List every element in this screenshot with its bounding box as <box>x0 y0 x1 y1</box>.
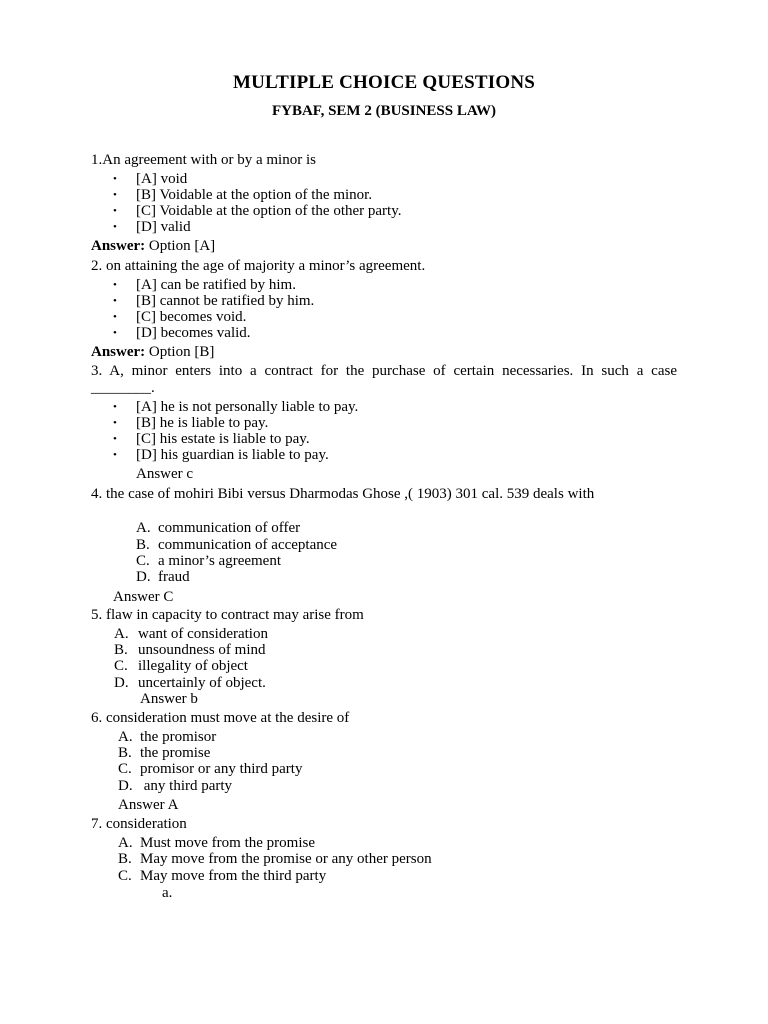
question-6-option-b <box>118 745 210 762</box>
question-5-answer: Answer b <box>140 691 198 707</box>
question-4-option-c-text: a minor’s agreement <box>158 553 282 569</box>
document-subtitle: FYBAF, SEM 2 (BUSINESS LAW) <box>271 103 497 119</box>
question-1-answer-value: Option [A] <box>145 238 216 254</box>
question-4-option-a-marker: A. <box>136 520 151 536</box>
question-7-option-b-marker: B. <box>118 851 132 867</box>
question-7-option-b <box>118 851 432 868</box>
question-5-text: 5. flaw in capacity to contract may arise from <box>91 607 364 623</box>
question-5-option-c-text: illegality of object <box>138 658 248 674</box>
question-4-option-b-marker: B. <box>136 537 150 553</box>
question-6-option-c-text: promisor or any third party <box>140 761 303 777</box>
question-1-answer-label: Answer: <box>91 238 146 254</box>
question-3-option-c: • [C] his estate is liable to pay. <box>136 431 310 448</box>
question-4-option-a <box>136 520 300 537</box>
question-7-text: 7. consideration <box>91 816 187 832</box>
question-6-option-d <box>118 778 232 795</box>
question-1-option-b: • [B] Voidable at the option of the minor. <box>136 187 372 204</box>
question-5-option-c-marker: C. <box>114 658 128 674</box>
question-4-option-a-text: communication of offer <box>158 520 301 536</box>
question-2-option-b: • [B] cannot be ratified by him. <box>136 293 314 310</box>
question-6-option-b-marker: B. <box>118 745 132 761</box>
question-5-option-b <box>114 642 266 659</box>
question-7-option-a-marker: A. <box>118 835 133 851</box>
question-3-option-b: • [B] he is liable to pay. <box>136 415 268 432</box>
question-3-answer: Answer c <box>136 466 194 482</box>
question-1-option-d: • [D] valid <box>136 219 191 236</box>
question-5-option-d <box>114 675 266 692</box>
question-1-option-a: • [A] void <box>136 171 187 188</box>
question-6-option-a <box>118 729 216 746</box>
document-title: MULTIPLE CHOICE QUESTIONS <box>232 72 536 93</box>
question-6-option-a-text: the promisor <box>140 729 217 745</box>
question-2-option-a: • [A] can be ratified by him. <box>136 277 296 294</box>
question-2-answer-label: Answer: <box>91 344 146 360</box>
question-2-option-c: • [C] becomes void. <box>136 309 246 326</box>
question-3-text: 3. A, minor enters into a contract for the purchase of certain necessaries. In such a case ________. <box>91 363 677 396</box>
question-6-text: 6. consideration must move at the desire of <box>91 710 350 726</box>
question-7-option-b-text: May move from the promise or any other person <box>140 851 432 867</box>
question-6-option-c-marker: C. <box>118 761 132 777</box>
question-5-option-a <box>114 626 268 643</box>
question-5-option-c <box>114 658 248 675</box>
question-4-option-c-marker: C. <box>136 553 150 569</box>
question-4-answer: Answer C <box>113 589 174 605</box>
question-4-option-b <box>136 537 337 554</box>
question-2-option-d: • [D] becomes valid. <box>136 325 251 342</box>
question-1-answer <box>91 238 215 255</box>
question-5-option-a-marker: A. <box>114 626 129 642</box>
question-3-option-a: • [A] he is not personally liable to pay. <box>136 399 358 416</box>
question-4-option-d-text: fraud <box>158 569 190 585</box>
question-5-option-b-text: unsoundness of mind <box>138 642 266 658</box>
question-2-text: 2. on attaining the age of majority a minor’s agreement. <box>91 258 426 274</box>
question-7-option-c-marker: C. <box>118 868 132 884</box>
question-6-option-b-text: the promise <box>140 745 211 761</box>
question-6-option-a-marker: A. <box>118 729 133 745</box>
question-4-option-b-text: communication of acceptance <box>158 537 338 553</box>
question-6-option-c <box>118 761 302 778</box>
question-1-option-c: • [C] Voidable at the option of the other party. <box>136 203 402 220</box>
question-6-answer: Answer A <box>118 797 179 813</box>
question-4-text: 4. the case of mohiri Bibi versus Dharmodas Ghose ,( 1903) 301 cal. 539 deals with <box>91 486 595 502</box>
question-2-answer-value: Option [B] <box>145 344 215 360</box>
question-7-option-a <box>118 835 315 852</box>
question-4-option-c <box>136 553 281 570</box>
question-4-option-d-marker: D. <box>136 569 151 585</box>
question-6-option-d-marker: D. <box>118 778 133 794</box>
question-5-option-b-marker: B. <box>114 642 128 658</box>
question-3-option-d: • [D] his guardian is liable to pay. <box>136 447 329 464</box>
question-5-option-d-marker: D. <box>114 675 129 691</box>
question-7-trailing-marker: a. <box>162 885 173 901</box>
question-7-option-a-text: Must move from the promise <box>140 835 315 851</box>
question-7-option-c <box>118 868 326 885</box>
question-1-text: 1.An agreement with or by a minor is <box>91 152 316 168</box>
question-2-answer <box>91 344 214 361</box>
question-5-option-d-text: uncertainly of object. <box>138 675 266 691</box>
question-5-option-a-text: want of consideration <box>138 626 268 642</box>
question-4-option-d <box>136 569 190 586</box>
question-7-option-c-text: May move from the third party <box>140 868 327 884</box>
question-6-option-d-text: any third party <box>140 778 233 794</box>
